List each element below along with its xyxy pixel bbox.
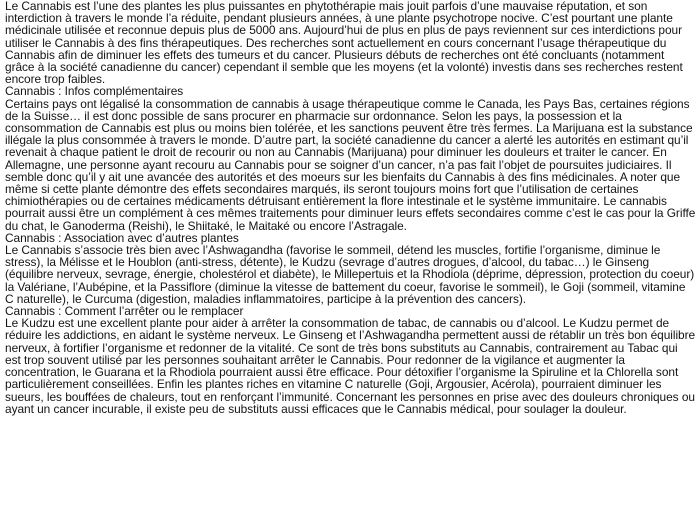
intro-paragraph: Le Cannabis est l’une des plantes les plus puissantes en phytothérapie mais jouit parfois d’une mauvaise réputation, et son interdiction à travers le monde l’a réduite, pendant plusieurs années, à une plante psychotrope nocive. C’est pourtant une plante médicinale utilisée et reconnue depuis plus de 5000 ans. Aujourd’hui de plus en plus de pays reviennent sur ces interdictions pour utiliser le Cannabis à des fins thérapeutiques. Des recherches sont actuellement en cours concernant l’usage thérapeutique du Cannabis afin de diminuer les effets des tumeurs et du cancer. Plusieurs débuts de recherches ont été concluants (notamment grâce à la société canadienne du cancer) cependant il semble que les moyens (et la volonté) investis dans ses recherches restent encore trop faibles. xyxy=(5,0,683,87)
infos-paragraph: Certains pays ont légalisé la consommation de cannabis à usage thérapeutique comme le Canada, les Pays Bas, certaines régions de la Suisse… il est donc possible de sans procurer en pharmacie sur ordonnance. Selon les pays, la possession et la consommation de Cannabis est plus ou moins bien tolérée, et les sanctions peuvent être très fermes. La Marijuana est la substance illégale la plus consommée à travers le monde. D’autre part, la société canadienne du cancer a alerté les autorités en estimant qu’il revenait à chaque patient le droit de recourir ou non au Cannabis (Marijuana) pour diminuer les douleurs et traiter le cancer. En Allemagne, une personne ayant recouru au Cannabis pour se soigner d’un cancer, n’a pas fait l’objet de poursuites judiciaires. Il semble donc qu’il y ait une avancée des autorités et des moeurs sur les bienfaits du Cannabis à des fins médicinales. A noter que même si cette plante démontre des effets secondaires marqués, ils seront toujours moins fort que l’utilisation de certaines chimiothérapies ou de certaines médicaments détruisant entièrement la flore intestinale et le système immunitaire. Le cannabis pourrait aussi être un complément à ces mêmes traitements pour diminuer leurs effets secondaires comme c’est le cas pour la Griffe du chat, le Ganoderma (Reishi), le Shiitaké, le Maitaké ou encore l’Astragale. xyxy=(5,96,696,233)
section-heading-infos: Cannabis : Infos complémentaires xyxy=(5,84,184,99)
association-paragraph: Le Cannabis s’associe très bien avec l’Ashwagandha (favorise le sommeil, détend les muscles, fortifie l’organisme, diminue le stress), la Mélisse et le Houblon (anti-stress, détente), le Kudzu (sevrage d’autres drogues, d’alcool, du tabac…) le Ginseng (équilibre nerveux, sevrage, énergie, cholestérol et diabète), le Millepertuis et la Rhodiola (déprime, dépression, protection du coeur) la Valériane, l’Aubépine, et la Passiflore (diminue la vitesse de battement du coeur, favorise le sommeil), le Goji (sommeil, vitamine C naturelle), le Curcuma (digestion, maladies inflammatoires, participe à la prévention des cancers). xyxy=(5,243,695,306)
section-heading-arreter: Cannabis : Comment l’arrêter ou le remplacer xyxy=(5,304,244,319)
section-heading-association: Cannabis : Association avec d’autres plantes xyxy=(5,230,239,245)
arreter-paragraph: Le Kudzu est une excellent plante pour aider à arrêter la consommation de tabac, de cannabis ou d’alcool. Le Kudzu permet de réduire les addictions, en aidant le système nerveux. Le Ginseng et l’Ashwagandha permettent aussi de rétablir un très bon équilibre nerveux, à fortifier l’organisme et redonner de la vitalité. Ce sont de très bons substituts au Cannabis, contrairement au Tabac qui est trop souvent utilisé par les personnes souhaitant arrêter le Cannabis. Pour redonner de la vigilance et augmenter la concentration, le Guarana et la Rhodiola pourraient aussi être efficace. Pour détoxifier l’organisme la Spiruline et la Chlorella sont particulièrement conseillées. Enfin les plantes riches en vitamine C naturelle (Goji, Argousier, Acérola), pourraient diminuer les sueurs, les bouffées de chaleurs, tout en renforçant l’immunité. Concernant les personnes en prise avec des douleurs chroniques ou ayant un cancer incurable, il existe peu de substituts aussi efficaces que le Cannabis médical, pour soulager la douleur. xyxy=(5,316,696,416)
